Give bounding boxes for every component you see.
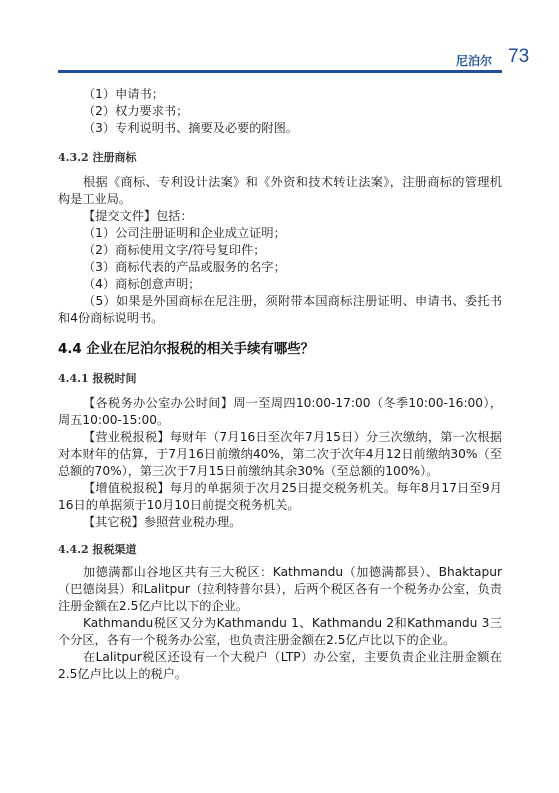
paragraph: 【各税务办公室办公时间】周一至周四10:00-17:00（冬季10:00-16:00），周五10:00-15:00。 — [58, 396, 502, 427]
page-body — [58, 86, 502, 683]
page-number: 73 — [508, 46, 530, 67]
paragraph: 【提交文件】包括： — [83, 209, 193, 223]
list-item: （3）商标代表的产品或服务的名字； — [83, 260, 286, 274]
header-country-title: 尼泊尔 — [456, 54, 493, 68]
section-heading-4-4-2: 4.4.2 报税渠道 — [58, 543, 137, 556]
paragraph: 在Lalitpur税区还设有一个大税户（LTP）办公室，主要负责企业注册金额在2.5亿卢比以上的税户。 — [58, 650, 502, 681]
paragraph: 根据《商标、专利设计法案》和《外资和技术转让法案》，注册商标的管理机构是工业局。 — [58, 175, 502, 206]
list-item: （3）专利说明书、摘要及必要的附图。 — [83, 121, 298, 135]
section-heading-4-4: 4.4 企业在尼泊尔报税的相关手续有哪些？ — [58, 342, 315, 357]
paragraph: 【增值税报税】每月的单据须于次月25日提交税务机关。每年8月17日至9月16日的单据须于10月10日前提交税务机关。 — [58, 481, 502, 512]
section-heading-4-3-2: 4.3.2 注册商标 — [58, 151, 137, 164]
list-item: （2）权力要求书； — [83, 104, 189, 118]
list-item: （2）商标使用文字/符号复印件； — [83, 243, 266, 257]
paragraph: 【其它税】参照营业税办理。 — [83, 515, 242, 529]
trademark-document-list — [58, 225, 502, 293]
list-item: （4）商标创意声明； — [83, 277, 201, 291]
patent-document-list — [58, 86, 502, 137]
header-rule — [58, 70, 502, 73]
list-item: （5）如果是外国商标在尼注册，须附带本国商标注册证明、申请书、委托书和4份商标说明书。 — [58, 294, 502, 325]
paragraph: 加德满都山谷地区共有三大税区：Kathmandu（加德满都县）、Bhaktapur（巴德岗县）和Lalitpur（拉利特普尔县），后两个税区各有一个税务办公室，负责注册金额在2.5亿卢比以下的企业。 — [58, 565, 502, 613]
list-item: （1）公司注册证明和企业成立证明； — [83, 226, 286, 240]
paragraph: 【营业税报税】每财年（7月16日至次年7月15日）分三次缴纳，第一次根据对本财年的估算，于7月16日前缴纳40%，第二次于次年4月12日前缴纳30%（至总额的70%），第三次于7月15日前缴纳其余30%（至总额的100%）。 — [58, 430, 502, 478]
section-heading-4-4-1: 4.4.1 报税时间 — [58, 372, 137, 385]
list-item: （1）申请书； — [83, 87, 164, 101]
paragraph: Kathmandu税区又分为Kathmandu 1、Kathmandu 2和Kathmandu 3三个分区，各有一个税务办公室，也负责注册金额在2.5亿卢比以下的企业。 — [58, 616, 502, 647]
